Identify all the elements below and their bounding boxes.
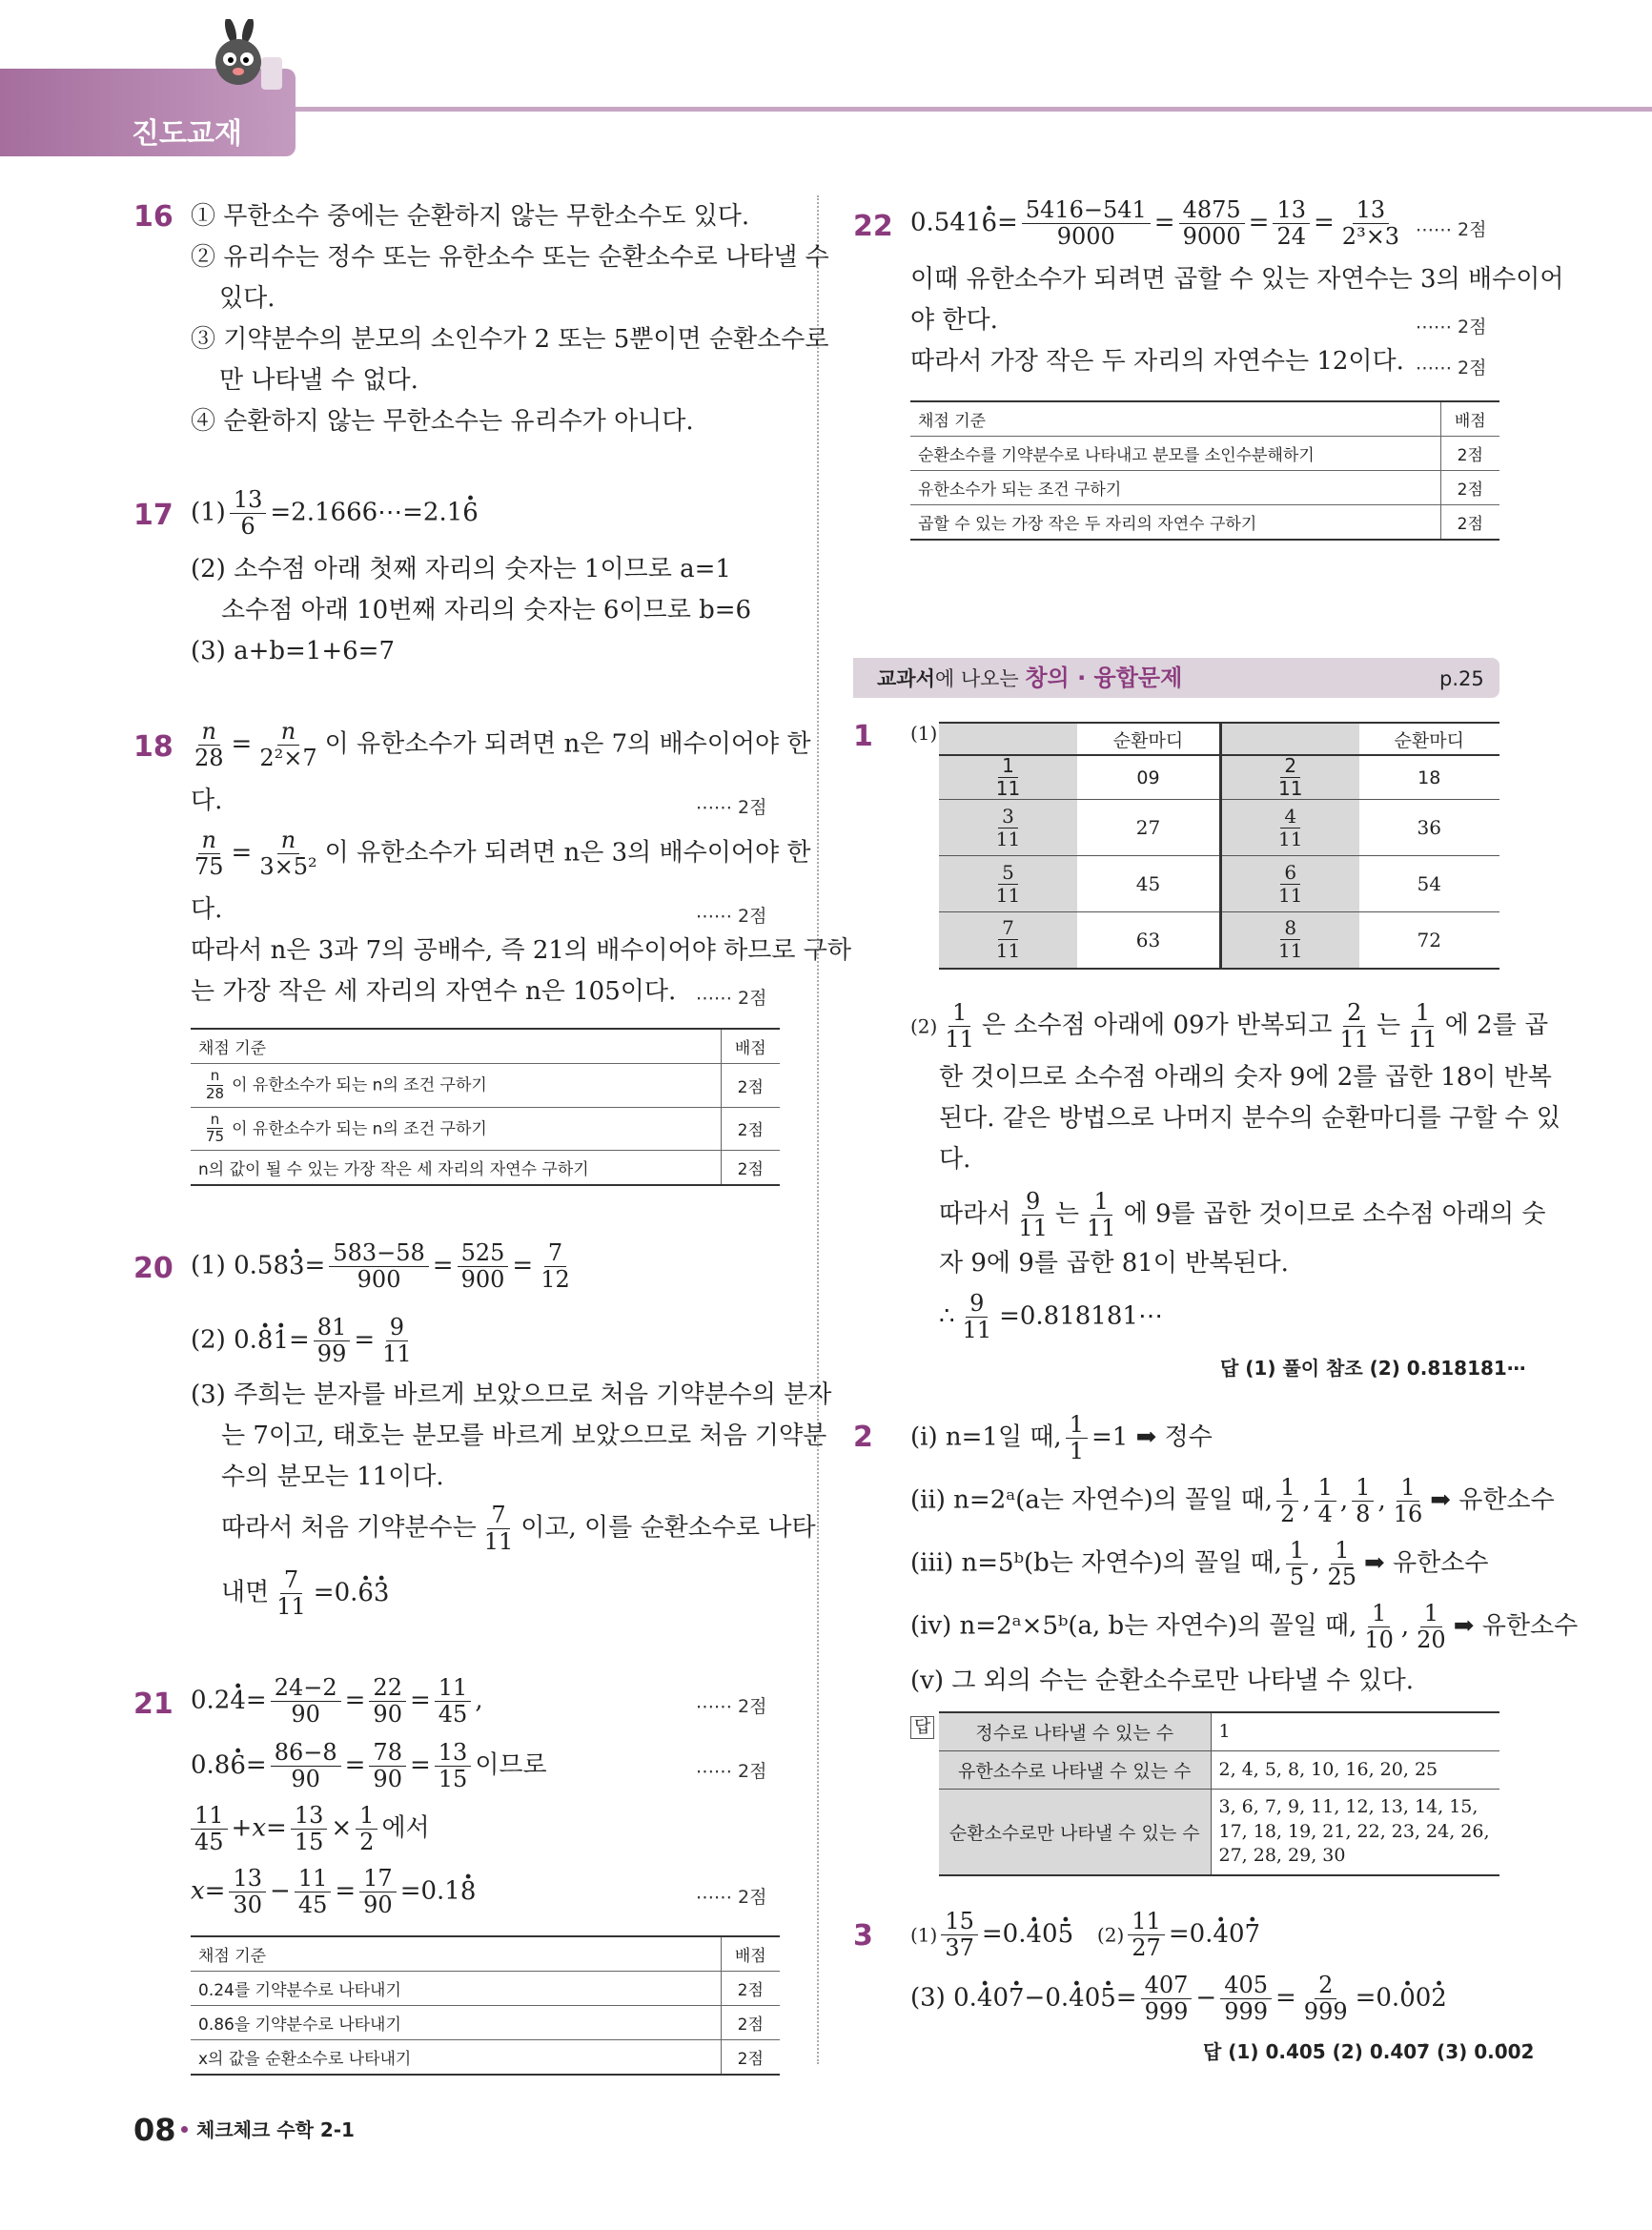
text-line: 야 한다.: [910, 306, 998, 335]
page-number: 08: [133, 2112, 176, 2148]
text-line: (3) 주희는 분자를 바르게 보았으므로 처음 기약분수의 분자: [191, 1381, 832, 1409]
math-line: (ⅱ) n=2ᵃ(a는 자연수)의 꼴일 때, $\frac{1}{2}$ , $\frac{1}{4}$ , $\frac{1}{8}$ , $\frac{1}{16}$ ➡ 유한소수: [910, 1474, 1555, 1528]
table-row: $\frac{7}{11}$ 63 $\frac{8}{11}$ 72: [939, 912, 1499, 969]
fraction: $\frac{1}{10}$: [1364, 1600, 1394, 1654]
math-line: 0.541· 6= $\frac{5416-541}{9000}$ = $\frac{4875}{9000}$ = $\frac{13}{24}$ = $\frac{13}{\text{2³×3}}$: [910, 198, 1407, 249]
answer-line: 답 (1) 0.4̇05̇ (2) 0.4̇07̇ (3) 0.0̇02̇: [1203, 2040, 1535, 2063]
math-line: (1) $\frac{13}{6}$ =2.1666⋯=2.1· 6: [191, 488, 479, 539]
score-mark: ⋯⋯ 2점: [1416, 317, 1487, 338]
text-line: 다.: [191, 895, 223, 924]
text-line: 만 나타낼 수 없다.: [219, 366, 418, 395]
score-mark: ⋯⋯ 2점: [696, 797, 767, 818]
text-line: 수의 분모는 11이다.: [221, 1463, 444, 1491]
math-line: $\frac{n}{28}$ = $\frac{n}{\text{2²×7}}$ 이 유한소수가 되려면 n은 7의 배수이어야 한: [194, 718, 811, 772]
math-line: $\frac{11}{45}$ +x= $\frac{13}{15}$ × $\frac{1}{2}$ 에서: [187, 1804, 430, 1854]
question-number: 3: [853, 1919, 873, 1953]
math-line: 0.8· 6= $\frac{86-8}{90}$ = $\frac{78}{90}$ = $\frac{13}{15}$ 이므로: [191, 1741, 547, 1791]
fraction: $\frac{8}{11}$: [1278, 916, 1303, 963]
fraction: $\frac{1}{4}$: [1315, 1476, 1336, 1526]
rabbit-mascot-icon: [191, 19, 286, 95]
answer-line: 답 (1) 풀이 참조 (2) 0.818181⋯: [1220, 1357, 1526, 1380]
fraction: $\frac{1}{20}$: [1417, 1600, 1446, 1654]
question-number: 22: [853, 210, 893, 243]
score-mark: ⋯⋯ 2점: [696, 1761, 767, 1782]
text-line: ② 유리수는 정수 또는 유한소수 또는 순환소수로 나타낼 수: [191, 243, 829, 272]
fraction: $\frac{7}{11}$: [995, 916, 1021, 963]
table-row: 순환소수로만 나타낼 수 있는 수 3, 6, 7, 9, 11, 12, 13, 14, 15, 17, 18, 19, 21, 22, 23, 24, 26, 27, 28, 29, 30: [939, 1790, 1499, 1875]
text-line: ③ 기약분수의 분모의 소인수가 2 또는 5뿐이면 순환소수로: [191, 325, 829, 354]
fraction: $\frac{4}{11}$: [1278, 804, 1303, 850]
math-line: (1) 0.58· 3= $\frac{583-58}{900}$ = $\frac{525}{900}$ = $\frac{7}{12}$: [191, 1241, 578, 1292]
math-line: (1) $\frac{15}{37}$ =0.· 40· 5 (2) $\frac{11}{27}$ =0.· 40· 7: [910, 1910, 1260, 1960]
fraction: $\frac{1}{16}$: [1393, 1474, 1423, 1528]
fraction: $\frac{1}{11}$: [995, 754, 1021, 800]
text-line: 는 가장 작은 세 자리의 자연수 n은 105이다.: [191, 977, 677, 1006]
text-line: 소수점 아래 10번째 자리의 숫자는 6이므로 b=6: [221, 596, 752, 624]
fraction: $\frac{1}{5}$: [1286, 1539, 1308, 1589]
text-line: ① 무한소수 중에는 순환하지 않는 무한소수도 있다.: [191, 202, 750, 231]
text-line: 는 7이고, 태호는 분모를 바르게 보았으므로 처음 기약분: [221, 1422, 827, 1450]
score-mark: ⋯⋯ 2점: [1416, 219, 1487, 240]
score-mark: ⋯⋯ 2점: [696, 906, 767, 927]
math-line: (ⅲ) n=5ᵇ(b는 자연수)의 꼴일 때, $\frac{1}{5}$ , $\frac{1}{25}$ ➡ 유한소수: [910, 1537, 1489, 1591]
answer-mark: 답: [910, 1716, 934, 1739]
column-divider: [817, 195, 819, 2064]
math-line: 따라서 처음 기약분수는 $\frac{7}{11}$ 이고, 이를 순환소수로 나타: [221, 1502, 816, 1556]
score-mark: ⋯⋯ 2점: [696, 988, 767, 1009]
question-number: 21: [133, 1688, 173, 1721]
score-mark: ⋯⋯ 2점: [1416, 358, 1487, 378]
text-line: (ⅴ) 그 외의 수는 순환소수로만 나타낼 수 있다.: [910, 1667, 1415, 1695]
table-row: 유한소수로 나타낼 수 있는 수 2, 4, 5, 8, 10, 16, 20, 25: [939, 1751, 1499, 1790]
table-row: 정수로 나타낼 수 있는 수 1: [939, 1712, 1499, 1751]
score-mark: ⋯⋯ 2점: [696, 1696, 767, 1717]
math-line: (ⅳ) n=2ᵃ×5ᵇ(a, b는 자연수)의 꼴일 때, $\frac{1}{10}$ , $\frac{1}{20}$ ➡ 유한소수: [910, 1600, 1579, 1654]
fraction: $\frac{1}{8}$: [1352, 1476, 1374, 1526]
math-line: 내면 $\frac{7}{11}$ =0.· 6· 3: [221, 1568, 389, 1619]
text-line: 한 것이므로 소수점 아래의 숫자 9에 2를 곱한 18이 반복: [939, 1063, 1552, 1092]
math-line: (2) 0.· 8· 1= $\frac{81}{99}$ = $\frac{9}{11}$: [191, 1316, 419, 1366]
math-line: (ⅰ) n=1일 때, $\frac{1}{1}$ =1 ➡ 정수: [910, 1411, 1213, 1465]
criteria-table: 채점 기준 배점 순환소수를 기약분수로 나타내고 분모를 소인수분해하기 2점 유한소수가 되는 조건 구하기 2점 곱할 수 있는 가장 작은 두 자리의 자연수 구하기 2점: [910, 400, 1499, 541]
math-line: 따라서 $\frac{9}{11}$ 는 $\frac{1}{11}$ 에 9를 곱한 것이므로 소수점 아래의 숫: [939, 1188, 1546, 1242]
fraction: $\frac{13}{6}$: [230, 488, 267, 539]
text-line: (3) a+b=1+6=7: [191, 637, 396, 665]
fraction: $\frac{1}{25}$: [1327, 1537, 1356, 1591]
text-line: 다.: [191, 787, 223, 815]
question-number: 1: [853, 720, 873, 753]
math-line: x= $\frac{13}{30}$ − $\frac{11}{45}$ = $\frac{17}{90}$ =0.1· 8: [191, 1867, 476, 1917]
repeat-table: 순환마디 순환마디 $\frac{1}{11}$ 09 $\frac{2}{11}$ 18 $\frac{3}{11}$ 27 $\frac{4}{11}$ 36 $\frac{5}{11}$ 45 $\frac{6}{11}$ 54 $\frac{7}{11}$ 63 $\frac{8}{11}$ 72: [939, 722, 1499, 970]
table-row: $\frac{1}{11}$ 09 $\frac{2}{11}$ 18: [939, 755, 1499, 800]
text-line: 이때 유한소수가 되려면 곱할 수 있는 자연수는 3의 배수이어: [910, 265, 1564, 294]
question-number: 16: [133, 200, 173, 234]
table-row: $\frac{5}{11}$ 45 $\frac{6}{11}$ 54: [939, 856, 1499, 912]
text-line: (2) 소수점 아래 첫째 자리의 숫자는 1이므로 a=1: [191, 555, 731, 583]
text-line: 있다.: [219, 284, 275, 313]
header-tag: 진도교재: [132, 117, 242, 151]
answer-table: [939, 1711, 1499, 1876]
question-number: 18: [133, 730, 173, 764]
math-line: 0.2· 4= $\frac{24-2}{90}$ = $\frac{22}{90}$ = $\frac{11}{45}$ ,: [191, 1676, 483, 1727]
section-page: p.25: [1439, 667, 1484, 690]
text-line: (1): [910, 722, 938, 745]
text-line: ④ 순환하지 않는 무한소수는 유리수가 아니다.: [191, 407, 694, 436]
score-mark: ⋯⋯ 2점: [696, 1887, 767, 1908]
question-number: 2: [853, 1421, 873, 1454]
text-line: 따라서 n은 3과 7의 공배수, 즉 21의 배수이어야 하므로 구하: [191, 936, 851, 965]
book-title: 체크체크 수학 2-1: [196, 2118, 355, 2141]
math-line: ∴ $\frac{9}{11}$ =0.818181⋯: [939, 1290, 1163, 1344]
text-line: 자 9에 9를 곱한 81이 반복된다.: [939, 1249, 1289, 1278]
question-number: 20: [133, 1252, 173, 1285]
criteria-table: 채점 기준 배점 $\frac{n}{28}$ 이 유한소수가 되는 n의 조건 구하기 2점 $\frac{n}{75}$ 이 유한소수가 되는 n의 조건 구하기 2점 n의 값이 될 수 있는 가장 작은 세 자리의 자연수 구하기 2점: [191, 1028, 780, 1186]
fraction: $\frac{6}{11}$: [1278, 860, 1303, 907]
math-line: (3) 0.· 40· 7−0.· 40· 5= $\frac{407}{999}$ − $\frac{405}{999}$ = $\frac{2}{999}$ =0.· 00· 2: [910, 1974, 1447, 2024]
text-line: 따라서 가장 작은 두 자리의 자연수는 12이다.: [910, 347, 1404, 376]
fraction: $\frac{3}{11}$: [995, 804, 1021, 850]
fraction: $\frac{2}{11}$: [1278, 754, 1303, 800]
fraction: $\frac{5}{11}$: [995, 860, 1021, 907]
math-line: (2) $\frac{1}{11}$ 은 소수점 아래에 09가 반복되고 $\frac{2}{11}$ 는 $\frac{1}{11}$ 에 2를 곱: [910, 999, 1549, 1054]
fraction: $\frac{1}{2}$: [1276, 1476, 1298, 1526]
text-line: 된다. 같은 방법으로 나머지 분수의 순환마디를 구할 수 있: [939, 1104, 1561, 1133]
table-row: $\frac{3}{11}$ 27 $\frac{4}{11}$ 36: [939, 800, 1499, 856]
text-line: 다.: [939, 1145, 971, 1174]
question-number: 17: [133, 499, 173, 532]
criteria-table: 채점 기준 배점 0.24̇를 기약분수로 나타내기 2점 0.86̇을 기약분수로 나타내기 2점 x의 값을 순환소수로 나타내기 2점: [191, 1935, 780, 2076]
section-title: 교과서에 나오는 창의 · 융합문제: [877, 665, 1183, 691]
math-line: $\frac{n}{75}$ = $\frac{n}{\text{3×5²}}$ 이 유한소수가 되려면 n은 3의 배수이어야 한: [194, 827, 811, 881]
footer-dot: [181, 2126, 188, 2133]
